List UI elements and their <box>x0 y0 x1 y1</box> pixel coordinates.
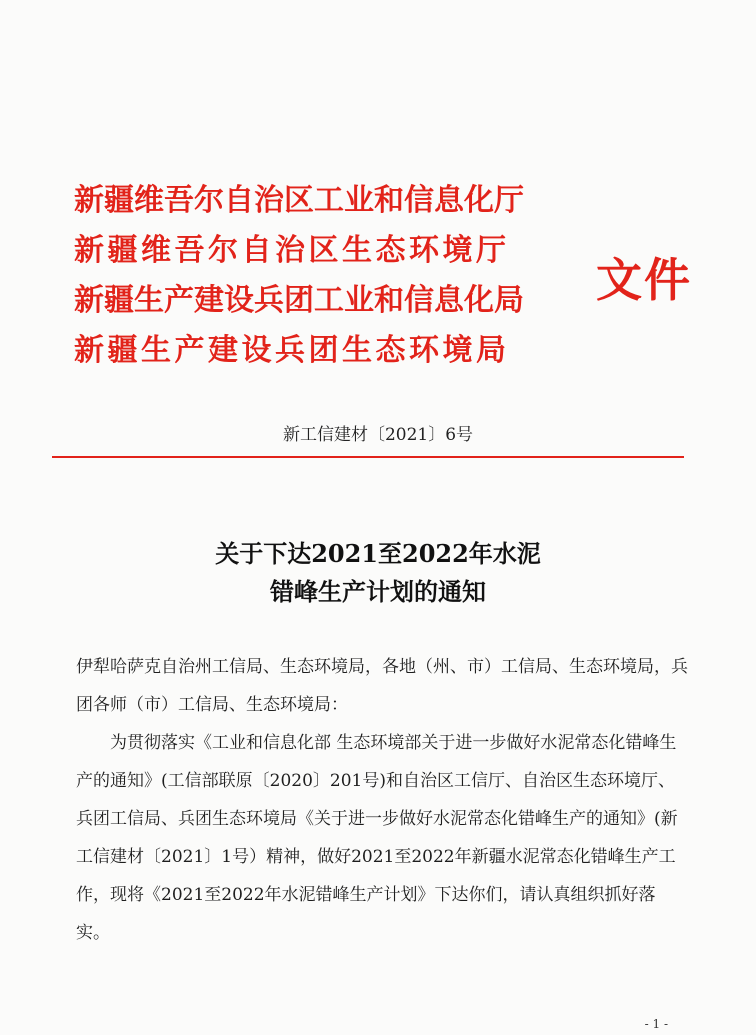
header-divider <box>52 456 684 458</box>
title-line-1: 关于下达2021至2022年水泥 <box>215 539 541 568</box>
document-title <box>0 535 756 611</box>
document-body <box>76 648 688 952</box>
title-line-2: 错峰生产计划的通知 <box>270 577 486 606</box>
issuer-1: 新疆维吾尔自治区工业和信息化厅 <box>74 183 524 218</box>
issuer-2: 新疆维吾尔自治区生态环境厅 <box>74 233 510 268</box>
addressee: 伊犁哈萨克自治州工信局、生态环境局，各地（州、市）工信局、生态环境局，兵团各师（市）工信局、生态环境局： <box>76 657 688 715</box>
issuing-authorities <box>74 176 594 376</box>
page-number: - 1 - <box>644 1017 668 1031</box>
body-paragraph: 为贯彻落实《工业和信息化部 生态环境部关于进一步做好水泥常态化错峰生产的通知》(工信部联原〔2020〕201号)和自治区工信厅、自治区生态环境厅、兵团工信局、兵团生态环境局《关于进一步做好水泥常态化错峰生产的通知》(新工信建材〔2021〕1号）精神，做好2021至2022年新疆水泥常态化错峰生产工作，现将《2021至2022年水泥错峰生产计划》下达你们，请认真组织抓好落实。 <box>76 733 678 943</box>
document-number: 新工信建材〔2021〕6号 <box>282 425 474 445</box>
document-type-label: 文件 <box>596 253 692 307</box>
issuer-4: 新疆生产建设兵团生态环境局 <box>74 333 510 368</box>
issuer-3: 新疆生产建设兵团工业和信息化局 <box>74 283 524 318</box>
